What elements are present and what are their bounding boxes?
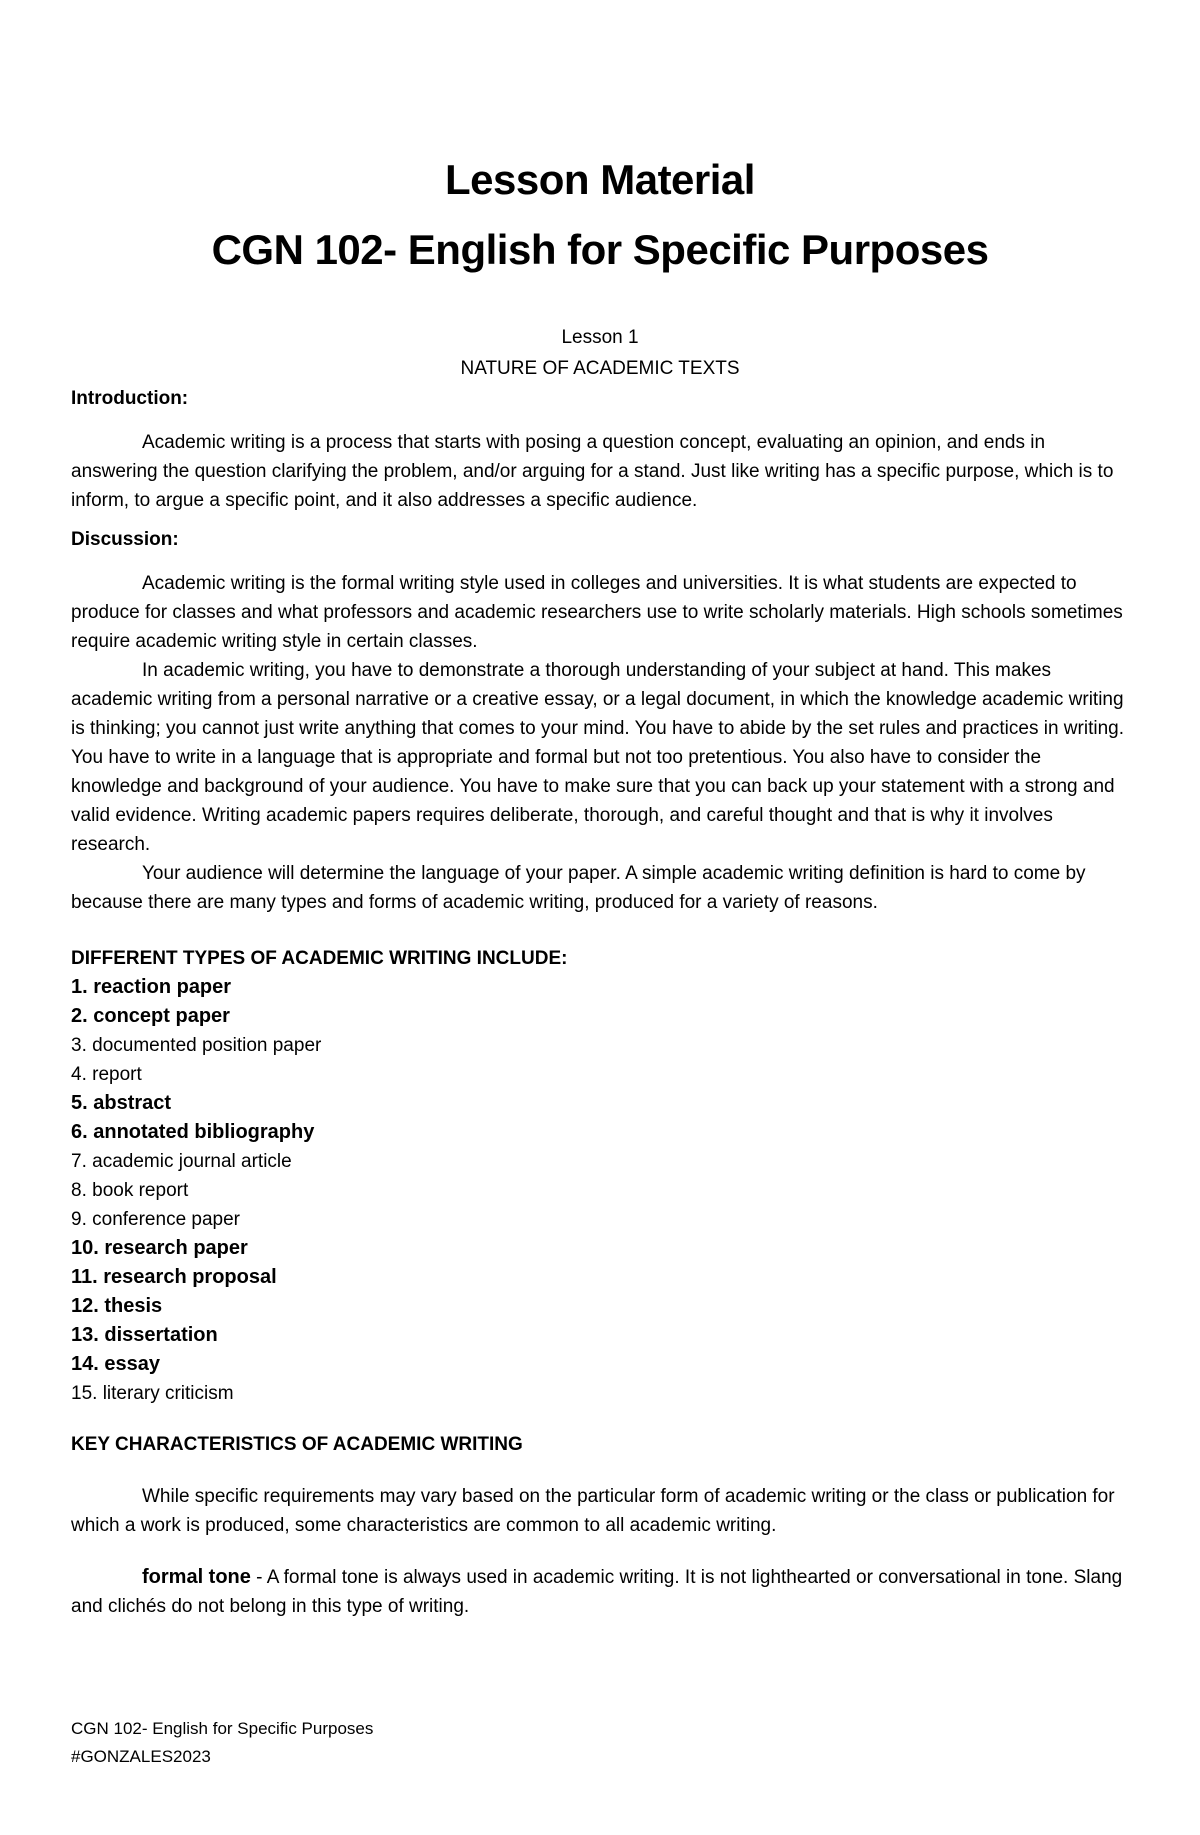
page-footer bbox=[71, 1715, 373, 1771]
list-item: 12. thesis bbox=[71, 1295, 163, 1317]
discussion-paragraph-1: Academic writing is the formal writing style used in colleges and universities. It is what students are expected to produce for classes and what professors and academic researchers use to write scholarly materials. High schools sometimes require academic writing style in certain classes. bbox=[71, 573, 1123, 652]
discussion-paragraph-2: In academic writing, you have to demonstrate a thorough understanding of your subject at hand. This makes academic writing from a personal narrative or a creative essay, or a legal document, in which the knowledge academic writing is thinking; you cannot just write anything that comes to your mind. You have to abide by the set rules and practices in writing. You have to write in a language that is appropriate and formal but not too pretentious. You also have to consider the knowledge and background of your audience. You have to make sure that you can back up your statement with a strong and valid evidence. Writing academic papers requires deliberate, thorough, and careful thought and that is why it involves research. bbox=[71, 660, 1124, 855]
types-list bbox=[71, 973, 1131, 1408]
formal-tone-paragraph bbox=[71, 1563, 1131, 1621]
characteristics-heading: KEY CHARACTERISTICS OF ACADEMIC WRITING bbox=[71, 1434, 523, 1455]
list-item: 13. dissertation bbox=[71, 1324, 218, 1346]
list-item: 11. research proposal bbox=[71, 1266, 277, 1288]
characteristics-intro: While specific requirements may vary based on the particular form of academic writing or the class or publication for which a work is produced, some characteristics are common to all academic writing. bbox=[71, 1486, 1115, 1536]
title-block bbox=[0, 145, 1200, 285]
list-item: 10. research paper bbox=[71, 1237, 248, 1259]
document-title: Lesson Material bbox=[445, 156, 755, 203]
list-item: 6. annotated bibliography bbox=[71, 1121, 315, 1143]
introduction-paragraph: Academic writing is a process that starts with posing a question concept, evaluating an opinion, and ends in answering the question clarifying the problem, and/or arguing for a stand. Just like writing has a specific purpose, which is to inform, to argue a specific point, and it also addresses a specific audience. bbox=[71, 432, 1114, 511]
footer-course: CGN 102- English for Specific Purposes bbox=[71, 1719, 374, 1738]
lesson-heading bbox=[0, 322, 1200, 384]
types-heading: DIFFERENT TYPES OF ACADEMIC WRITING INCLUDE: bbox=[71, 948, 568, 969]
list-item: 1. reaction paper bbox=[71, 976, 232, 998]
list-item: 3. documented position paper bbox=[71, 1035, 322, 1056]
list-item: 5. abstract bbox=[71, 1092, 172, 1114]
formal-tone-term: formal tone bbox=[142, 1566, 251, 1588]
list-item: 9. conference paper bbox=[71, 1209, 241, 1230]
list-item: 14. essay bbox=[71, 1353, 160, 1375]
course-title: CGN 102- English for Specific Purposes bbox=[211, 226, 989, 273]
discussion-paragraph-3: Your audience will determine the language of your paper. A simple academic writing definition is hard to come by because there are many types and forms of academic writing, produced for a variety of reasons. bbox=[71, 863, 1086, 913]
footer-tag: #GONZALES2023 bbox=[71, 1747, 211, 1766]
lesson-number: Lesson 1 bbox=[561, 327, 639, 348]
list-item: 2. concept paper bbox=[71, 1005, 230, 1027]
list-item: 8. book report bbox=[71, 1180, 189, 1201]
list-item: 15. literary criticism bbox=[71, 1383, 234, 1404]
list-item: 7. academic journal article bbox=[71, 1151, 292, 1172]
formal-tone-definition: - A formal tone is always used in academic writing. It is not lighthearted or conversational in tone. Slang and clichés do not belong in this type of writing. bbox=[71, 1567, 1123, 1617]
lesson-topic: NATURE OF ACADEMIC TEXTS bbox=[460, 358, 740, 379]
discussion-heading: Discussion: bbox=[71, 529, 179, 550]
introduction-heading: Introduction: bbox=[71, 388, 189, 409]
document-body bbox=[71, 384, 1131, 1621]
list-item: 4. report bbox=[71, 1064, 142, 1085]
